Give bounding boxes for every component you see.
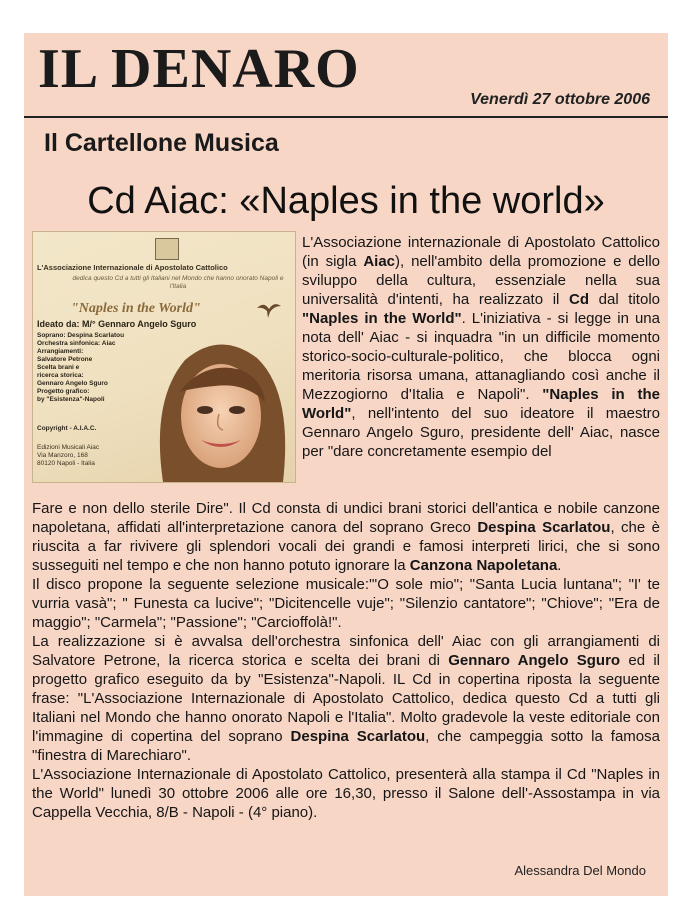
- bold-run: Aiac: [363, 253, 396, 270]
- cover-title: "Naples in the World": [71, 301, 201, 316]
- text-run: L'Associazione Internazionale di Apostolato Cattolico, presenterà alla stampa il Cd "Naples in the World" lunedì 30 ottobre 2006 alle ore 16,30, presso il Salone dell'-Assostampa in via Cappella Vecchia, 8/B - Napoli - (4° piano).: [32, 766, 660, 821]
- cover-publisher-line: Edizioni Musicali Aiac: [37, 444, 100, 451]
- article-paragraph: [32, 575, 660, 632]
- cover-publisher-line: 80120 Napoli - Italia: [37, 460, 95, 467]
- text-run: , che campeggia sotto la famosa "finestra di Marechiaro".: [32, 728, 660, 764]
- text-run: , nell'intento del suo ideatore il maestro Gennaro Angelo Sguro, presidente dell' Aiac, nasce per "dare concretamente esempio del: [302, 405, 660, 460]
- bold-run: Despina Scarlatou: [290, 728, 426, 745]
- newspaper-clipping: [24, 33, 668, 896]
- masthead: IL DENARO: [38, 38, 360, 100]
- cover-credit-line: Soprano: Despina Scarlatou: [37, 332, 125, 339]
- section-title: Il Cartellone Musica: [44, 129, 279, 157]
- seagull-icon: [255, 298, 283, 320]
- bold-run: Despina Scarlatou: [477, 519, 611, 536]
- cover-publisher: [37, 444, 132, 468]
- cover-credit-line: Progetto grafico:: [37, 388, 90, 395]
- text-run: .: [557, 557, 562, 574]
- article-paragraph: [32, 765, 660, 822]
- issue-date: Venerdì 27 ottobre 2006: [470, 91, 650, 108]
- bold-run: Canzona Napoletana: [409, 557, 558, 574]
- text-run: dal titolo: [589, 291, 660, 308]
- cover-credit-line: Orchestra sinfonica: Aiac: [37, 340, 116, 347]
- bold-run: "Naples in the World": [302, 386, 661, 422]
- cd-cover-image: [32, 231, 296, 483]
- aiac-logo-icon: [155, 238, 179, 260]
- cover-copyright: Copyright - A.I.A.C.: [37, 425, 97, 432]
- cover-publisher-line: Via Manzoro, 168: [37, 452, 88, 459]
- soprano-portrait: [145, 330, 295, 482]
- text-run: ), nell'ambito della promozione e dello sviluppo della cultura, essenziale nella sua universalità d'intenti, ha realizzato il: [302, 253, 661, 308]
- bold-run: Cd: [569, 291, 590, 308]
- cover-credit-line: Salvatore Petrone: [37, 356, 93, 363]
- cover-credit-line: by "Esistenza"-Napoli: [37, 396, 105, 403]
- cover-credits: [37, 332, 147, 404]
- article-paragraph: [302, 233, 660, 461]
- text-run: L'Associazione internazionale di Apostolato Cattolico (in sigla: [302, 234, 660, 270]
- bold-run: Gennaro Angelo Sguro: [448, 652, 621, 669]
- text-run: La realizzazione si è avvalsa dell'orchestra sinfonica dell' Aiac con gli arrangiamenti di Salvatore Petrone, la ricerca storica e scelta dei brani di: [32, 633, 660, 669]
- article-headline: Cd Aiac: «Naples in the world»: [87, 180, 605, 222]
- text-run: ed il progetto grafico eseguito da by "Esistenza"-Napoli. IL Cd in copertina riposta la seguente frase: "L'Associazione Internazionale di Apostolato Cattolico, dedica questo Cd a tutti gli Italiani nel Mondo che hanno onorato Napoli e l'Italia". Molto gradevole la veste editoriale con l'immagine di copertina del soprano: [32, 652, 661, 745]
- article-body-column: [302, 233, 660, 461]
- cover-author: Ideato da: M/° Gennaro Angelo Sguro: [37, 319, 197, 329]
- cover-credit-line: Scelta brani e: [37, 364, 80, 371]
- masthead-rule: [24, 116, 668, 118]
- author-byline: Alessandra Del Mondo: [514, 863, 646, 878]
- bold-run: "Naples in the World": [302, 310, 462, 327]
- text-run: Fare e non dello sterile Dire". Il Cd consta di undici brani storici dell'antica e nobile canzone napoletana, affidati all'interpretazione canora del soprano Greco: [32, 500, 660, 536]
- cover-credit-line: ricerca storica:: [37, 372, 84, 379]
- article-body-full: [32, 499, 660, 822]
- cover-credit-line: Arrangiamenti:: [37, 348, 84, 355]
- text-run: , che è riuscita a far rivivere gli splendori vocali dei grandi e famosi interpreti lirici, che si sono susseguiti nel tempo e che non hanno potuto ignorare la: [32, 519, 660, 574]
- cover-dedication: dedica questo Cd a tutti gli Italiani nel Mondo che hanno onorato Napoli e l'Italia: [72, 275, 284, 290]
- article-paragraph: [32, 632, 660, 765]
- text-run: Il disco propone la seguente selezione musicale:"'O sole mio"; "Santa Lucia luntana"; "I' te vurria vasà"; " Funesta ca lucive"; "Dicitencelle vuje"; "Silenzio cantatore"; "Chiove"; "Era de maggio"; "Carmela"; "Passione"; "Carcioffolà!".: [32, 576, 660, 631]
- article-paragraph: [32, 499, 660, 575]
- cover-org: L'Associazione Internazionale di Apostolato Cattolico: [37, 263, 228, 272]
- text-run: . L'iniziativa - si legge in una nota dell' Aiac - si inquadra "in un difficile momento storico-socio-culturale-politico, che blocca ogni meritoria risorsa umana, attanagliando così anche il Mezzogiorno d'Italia e Napoli".: [302, 310, 660, 403]
- cover-credit-line: Gennaro Angelo Sguro: [37, 380, 108, 387]
